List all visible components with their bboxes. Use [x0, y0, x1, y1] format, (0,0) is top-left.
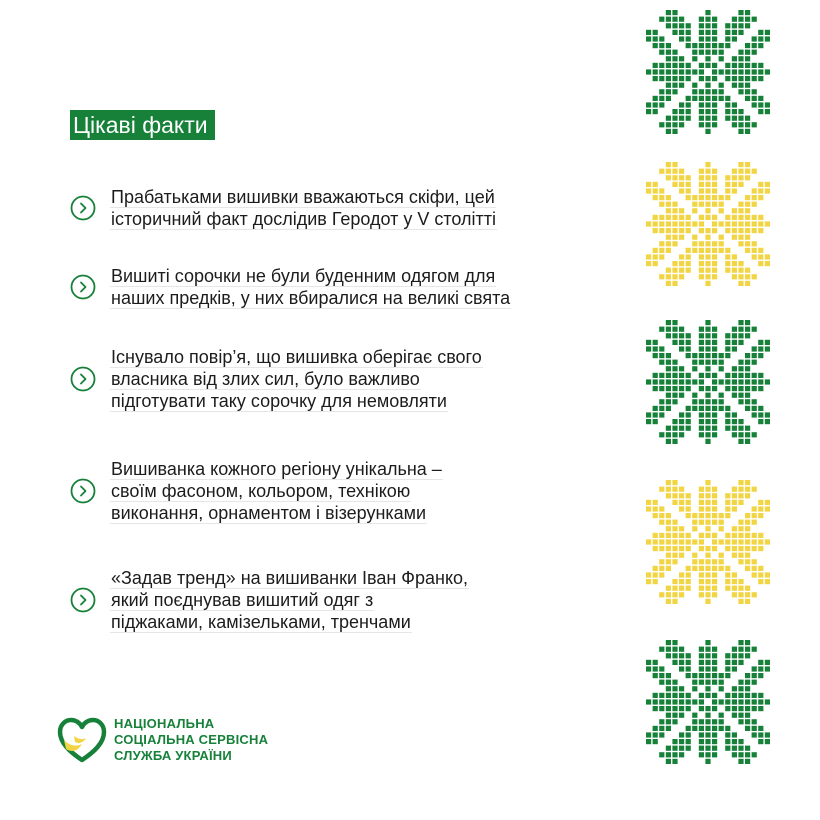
embroidery-star-ornament	[646, 10, 770, 134]
fact-line: своїм фасоном, кольором, технікою	[111, 481, 411, 501]
fact-line: який поєднував вишитий одяг з	[111, 590, 374, 610]
logo-line: СЛУЖБА УКРАЇНИ	[114, 748, 232, 763]
fact-line: Вишиті сорочки не були буденним одягом для	[111, 266, 496, 286]
logo-text	[114, 716, 268, 764]
page-title: Цікаві факти	[70, 110, 215, 140]
embroidery-star-ornament	[646, 162, 770, 286]
fact-text	[110, 265, 511, 309]
chevron-circle-icon	[70, 478, 96, 504]
fact-line: власника від злих сил, було важливо	[111, 369, 420, 389]
fact-item	[70, 458, 590, 524]
chevron-circle-icon	[70, 587, 96, 613]
fact-item	[70, 265, 590, 309]
chevron-circle-icon	[70, 366, 96, 392]
fact-line: виконання, орнаментом і візерунками	[111, 503, 427, 523]
fact-line: «Задав тренд» на вишиванки Іван Франко,	[111, 568, 469, 588]
fact-line: наших предків, у них вбиралися на великі свята	[111, 288, 511, 308]
chevron-circle-icon	[70, 274, 96, 300]
fact-line: Існувало повір’я, що вишивка оберігає свого	[111, 347, 482, 367]
chevron-circle-icon	[70, 195, 96, 221]
fact-line: Вишиванка кожного регіону унікальна –	[111, 459, 442, 479]
embroidery-star-ornament	[646, 320, 770, 444]
logo-line: НАЦІОНАЛЬНА	[114, 716, 215, 731]
fact-line: підготувати таку сорочку для немовляти	[111, 391, 447, 411]
fact-text	[110, 186, 497, 230]
embroidery-ornament-column	[640, 0, 780, 820]
fact-line: піджаками, камізельками, тренчами	[111, 612, 411, 632]
fact-item	[70, 346, 590, 412]
fact-line: історичний факт дослідив Геродот у V столітті	[111, 209, 497, 229]
fact-line: Прабатьками вишивки вважаються скіфи, цей	[111, 187, 495, 207]
fact-text	[110, 458, 443, 524]
heart-hands-icon	[56, 716, 108, 764]
nsss-logo	[56, 716, 268, 764]
logo-line: СОЦІАЛЬНА СЕРВІСНА	[114, 732, 269, 747]
fact-item	[70, 186, 590, 230]
embroidery-star-ornament	[646, 640, 770, 764]
embroidery-star-ornament	[646, 480, 770, 604]
fact-text	[110, 346, 483, 412]
fact-text	[110, 567, 469, 633]
fact-item	[70, 567, 590, 633]
